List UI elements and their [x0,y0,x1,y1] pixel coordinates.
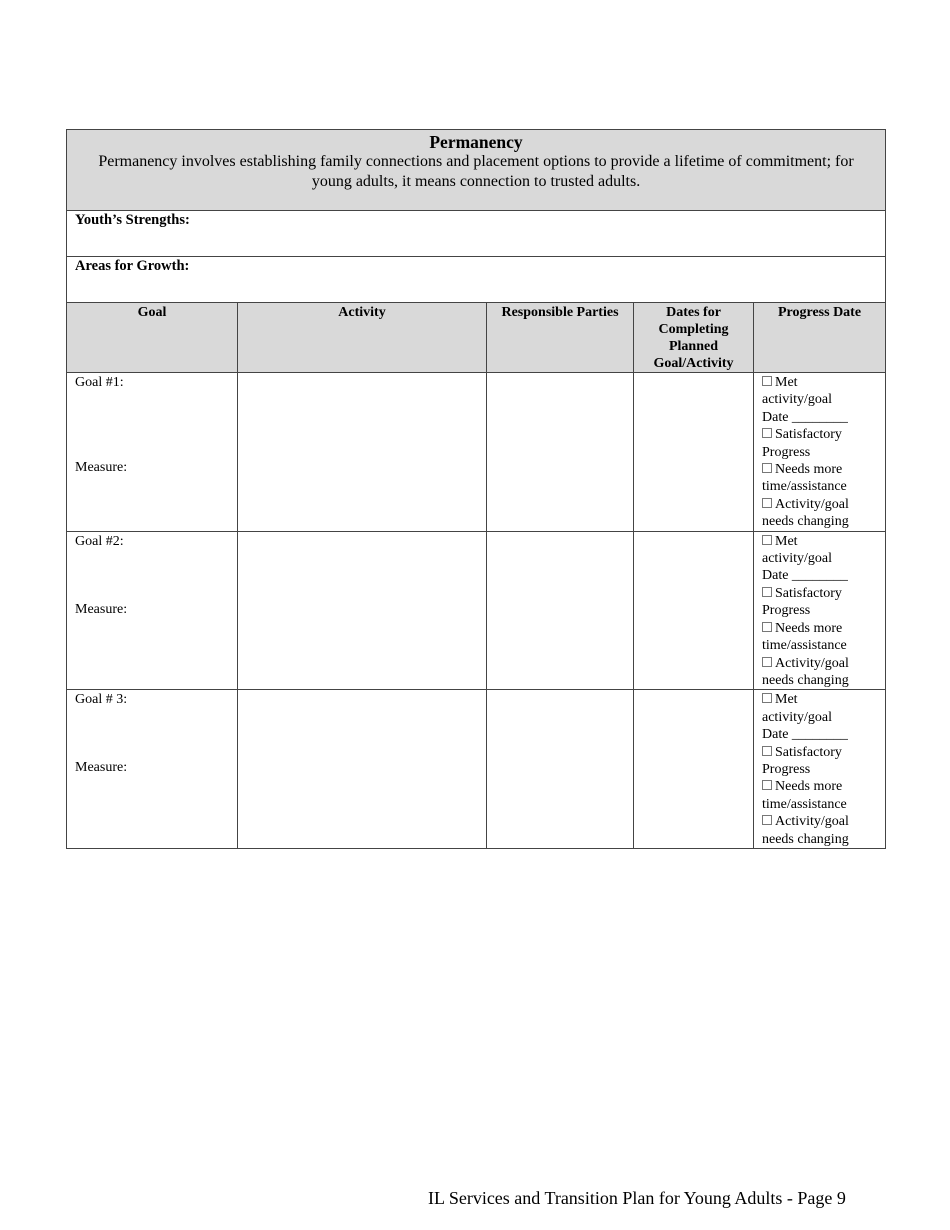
column-header-progress: Progress Date [754,303,886,373]
option-text: Progress [762,603,811,619]
measure-label: Measure: [75,601,128,617]
column-header-goal: Goal [67,303,238,373]
goal-label: Goal #1: [75,375,124,390]
growth-label: Areas for Growth: [75,258,190,274]
option-text: Met [775,692,798,708]
met-checkbox[interactable] [762,693,772,703]
permanency-form-table [66,129,886,849]
date-line[interactable]: Date ________ [762,568,848,584]
strengths-label: Youth’s Strengths: [75,212,190,228]
dates-header-line: Dates for [666,305,721,320]
dates-header-line: Goal/Activity [653,356,734,371]
goal-cell[interactable] [67,373,238,532]
met-checkbox[interactable] [762,376,772,386]
responsible-cell[interactable] [487,690,634,849]
table-row [67,373,886,532]
goal-label: Goal # 3: [75,692,128,708]
option-text: needs changing [762,831,849,847]
responsible-cell[interactable] [487,531,634,690]
option-text: Progress [762,761,811,777]
section-title: Permanency [429,132,523,152]
progress-cell [754,690,886,849]
needs-more-checkbox[interactable] [762,622,772,632]
satisfactory-checkbox[interactable] [762,587,772,597]
progress-cell [754,373,886,532]
satisfactory-checkbox[interactable] [762,746,772,756]
measure-label: Measure: [75,460,128,475]
section-description: Permanency involves establishing family connections and placement options to provide a lifetime of commitment; for young adults, it means connection to trusted adults. [98,153,854,190]
dates-header-line: Completing [658,322,729,337]
dates-cell[interactable] [634,373,754,532]
section-header [67,130,886,211]
option-text: Needs more [775,620,843,636]
dates-cell[interactable] [634,531,754,690]
needs-more-checkbox[interactable] [762,780,772,790]
activity-cell[interactable] [238,531,487,690]
growth-field[interactable] [67,257,886,303]
goal-cell[interactable] [67,531,238,690]
progress-cell [754,531,886,690]
option-text: Met [775,375,798,390]
measure-label: Measure: [75,760,128,776]
needs-changing-checkbox[interactable] [762,815,772,825]
option-text: Activity/goal [775,655,849,671]
needs-changing-checkbox[interactable] [762,657,772,667]
column-header-responsible: Responsible Parties [487,303,634,373]
met-checkbox[interactable] [762,535,772,545]
option-text: needs changing [762,672,849,688]
option-text: Needs more [775,462,843,478]
goal-label: Goal #2: [75,533,124,549]
option-text: needs changing [762,514,849,530]
column-header-dates [634,303,754,373]
option-text: Satisfactory [775,427,842,443]
page-footer: IL Services and Transition Plan for Young Adults - Page 9 [428,1188,846,1208]
option-text: Progress [762,444,811,460]
dates-cell[interactable] [634,690,754,849]
option-text: activity/goal [762,392,832,408]
option-text: Satisfactory [775,585,842,601]
satisfactory-checkbox[interactable] [762,428,772,438]
option-text: time/assistance [762,638,847,654]
goal-cell[interactable] [67,690,238,849]
column-header-activity: Activity [238,303,487,373]
activity-cell[interactable] [238,373,487,532]
option-text: time/assistance [762,479,847,495]
needs-more-checkbox[interactable] [762,463,772,473]
option-text: Activity/goal [775,814,849,830]
needs-changing-checkbox[interactable] [762,498,772,508]
date-line[interactable]: Date ________ [762,409,848,425]
table-row [67,531,886,690]
table-row [67,690,886,849]
option-text: Met [775,533,798,549]
option-text: time/assistance [762,796,847,812]
option-text: Needs more [775,779,843,795]
strengths-field[interactable] [67,211,886,257]
option-text: Activity/goal [775,496,849,512]
option-text: Satisfactory [775,744,842,760]
option-text: activity/goal [762,551,832,567]
date-line[interactable]: Date ________ [762,727,848,743]
option-text: activity/goal [762,709,832,725]
responsible-cell[interactable] [487,373,634,532]
activity-cell[interactable] [238,690,487,849]
dates-header-line: Planned [668,339,718,354]
